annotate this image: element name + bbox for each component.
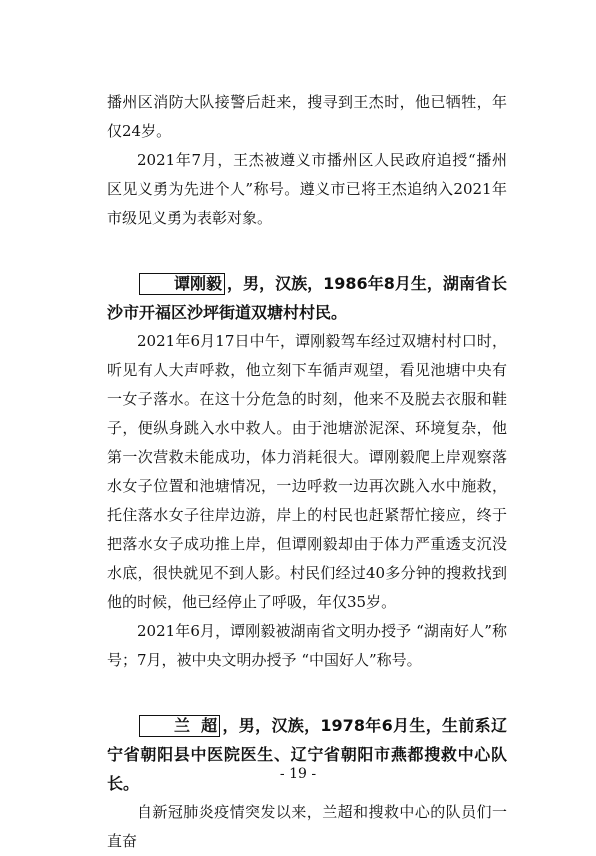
- document-body: [107, 88, 507, 856]
- person-name-box: 谭刚毅: [139, 273, 225, 295]
- person-name-box: 兰 超: [139, 715, 220, 737]
- section2-heading-text: ，男，汉族，1986年8月生，湖南省长沙市开福区沙坪街道双塘村村民。: [107, 274, 507, 322]
- section1-paragraph: 2021年7月，王杰被遵义市播州区人民政府追授“播州区见义勇为先进个人”称号。遵义市已将王杰追纳入2021年市级见义勇为表彰对象。: [107, 151, 507, 227]
- section1-paragraph-continued: 播州区消防大队接警后赶来，搜寻到王杰时，他已牺牲，年仅24岁。: [107, 93, 507, 140]
- section3-paragraph: 自新冠肺炎疫情突发以来，兰超和搜救中心的队员们一直奋: [107, 803, 507, 850]
- section-spacer: [107, 675, 507, 711]
- section2-paragraph: 2021年6月17日中午，谭刚毅驾车经过双塘村村口时，听见有人大声呼救，他立刻下车循声观望，看见池塘中央有一女子落水。在这十分危急的时刻，他来不及脱去衣服和鞋子，便纵身跳入水中救人。由于池塘淤泥深、环境复杂，他第一次营救未能成功，体力消耗很大。谭刚毅爬上岸观察落水女子位置和池塘情况，一边呼救一边再次跳入水中施救，托住落水女子往岸边游，岸上的村民也赶紧帮忙接应，终于把落水女子成功推上岸，但谭刚毅却由于体力严重透支沉没水底，很快就见不到人影。村民们经过40多分钟的搜救找到他的时候，他已经停止了呼吸，年仅35岁。: [107, 332, 507, 611]
- section3-heading-text: ，男，汉族，1978年6月生，生前系辽宁省朝阳县中医院医生、辽宁省朝阳市燕都搜救中心队长。: [107, 716, 507, 793]
- section3-heading: [107, 711, 507, 798]
- section2-heading: [107, 269, 507, 327]
- section-spacer: [107, 233, 507, 269]
- page-number: - 19 -: [279, 766, 317, 782]
- section2-paragraph-award: 2021年6月，谭刚毅被湖南省文明办授予 “湖南好人”称号；7月，被中央文明办授予 “中国好人”称号。: [107, 622, 507, 669]
